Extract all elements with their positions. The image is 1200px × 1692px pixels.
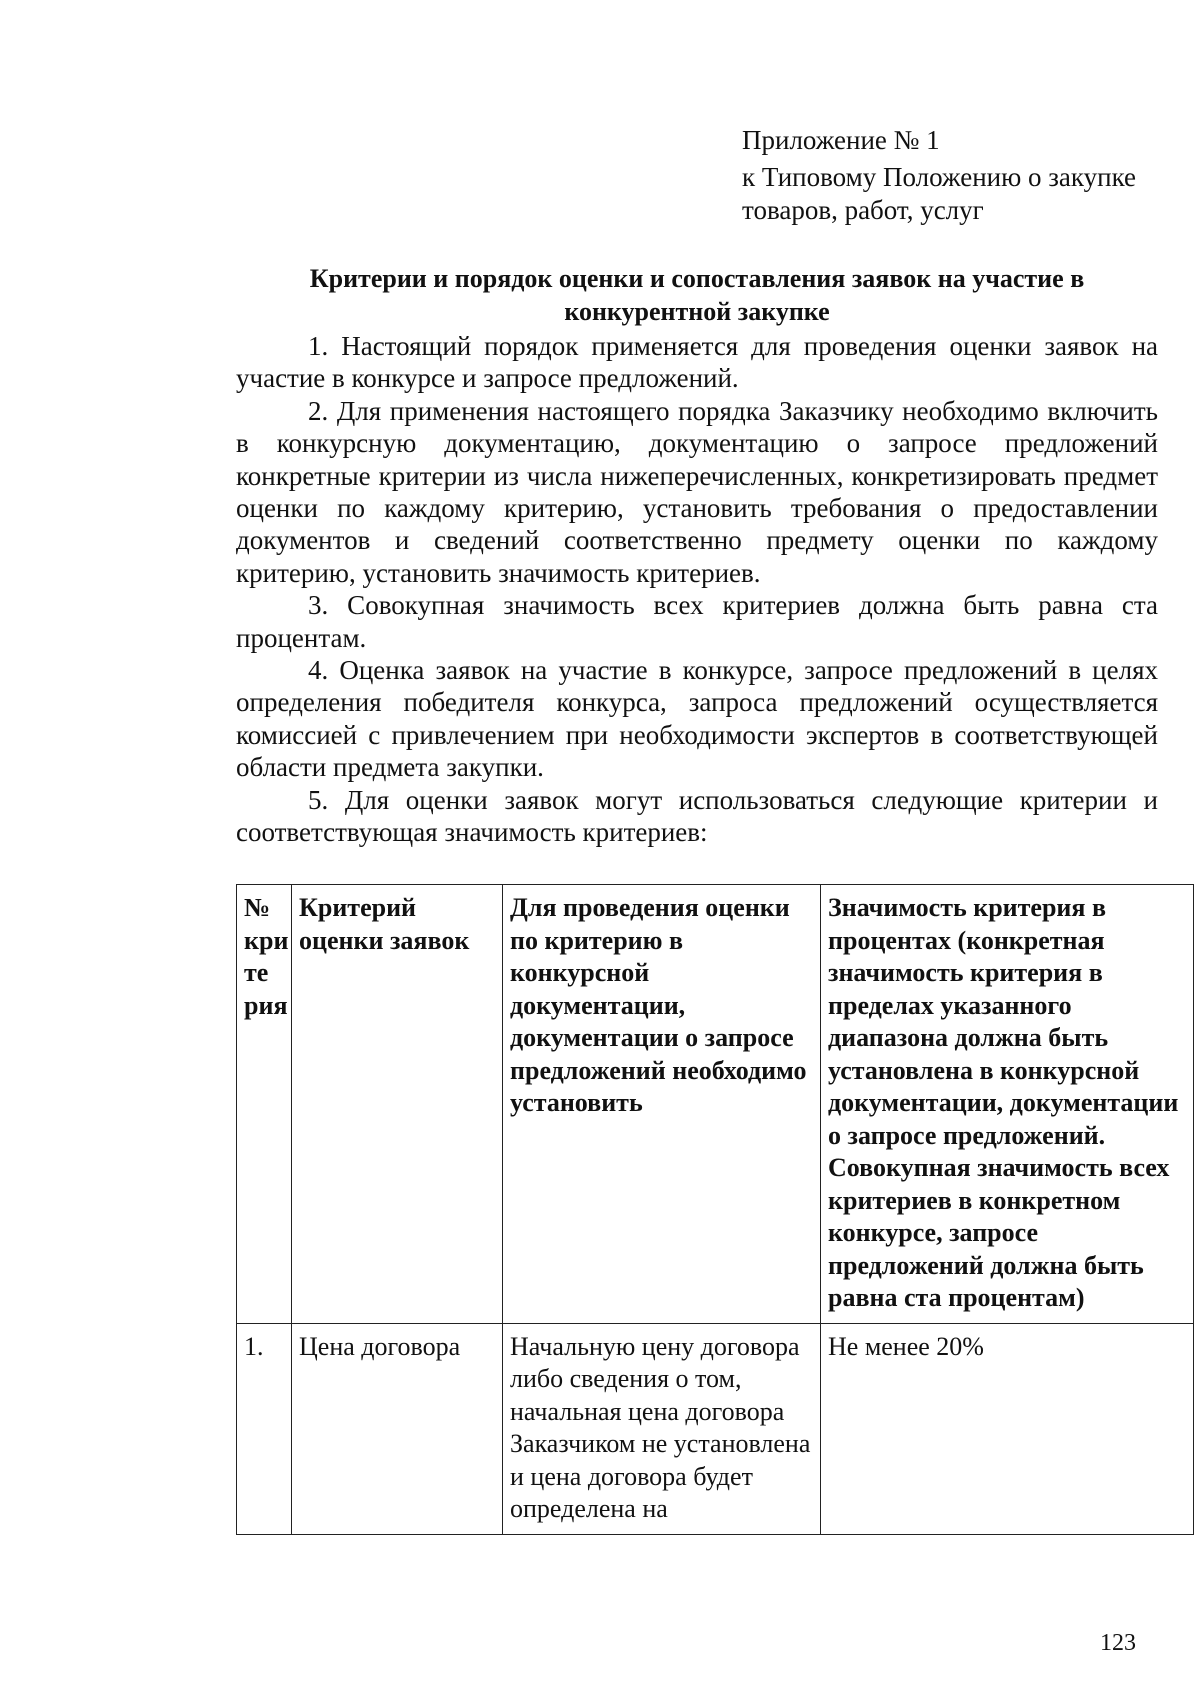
row-criterion: Цена договора bbox=[292, 1323, 503, 1534]
paragraph-4: 4. Оценка заявок на участие в конкурсе, запросе предложений в целях определения победителя конкурса, запроса предложений осуществляется комиссией с привлечением при необходимости экспертов в соответствующей области предмета закупки. bbox=[236, 655, 1158, 783]
row-number: 1. bbox=[237, 1323, 292, 1534]
header-setup: Для проведения оценки по критерию в конкурсной документации, документации о запросе предложений необходимо установить bbox=[503, 885, 821, 1324]
header-number-line: те bbox=[244, 958, 269, 987]
appendix-number: Приложение № 1 bbox=[742, 125, 940, 155]
header-number-line: № bbox=[244, 893, 271, 922]
header-number bbox=[237, 885, 292, 1324]
header-number-line: рия bbox=[244, 990, 288, 1020]
appendix-reference: к Типовому Положению о закупке товаров, работ, услуг bbox=[742, 162, 1137, 225]
table-header-row bbox=[237, 885, 1194, 1324]
row-setup: Начальную цену договора либо сведения о том, начальная цена договора Заказчиком не установлена и цена договора будет определена на bbox=[503, 1323, 821, 1534]
header-criterion: Критерий оценки заявок bbox=[292, 885, 503, 1324]
paragraph-5: 5. Для оценки заявок могут использоваться следующие критерии и соответствующая значимость критериев: bbox=[236, 784, 1158, 848]
header-number-line: кри bbox=[244, 925, 289, 955]
paragraph-2: 2. Для применения настоящего порядка Заказчику необходимо включить в конкурсную документацию, документацию о запросе предложений конкретные критерии из числа нижеперечисленных, конкретизировать предмет оценки по каждому критерию, установить требования о предоставлении документов и сведений соответственно предмету оценки по каждому критерию, установить значимость критериев. bbox=[236, 395, 1158, 588]
criteria-table bbox=[236, 884, 1194, 1535]
criteria-table-container bbox=[236, 884, 1194, 1535]
paragraph-1: 1. Настоящий порядок применяется для проведения оценки заявок на участие в конкурсе и запросе предложений. bbox=[236, 331, 1158, 394]
document-body bbox=[236, 330, 1158, 849]
table-row bbox=[237, 1323, 1194, 1534]
appendix-note bbox=[742, 124, 1162, 227]
row-weight: Не менее 20% bbox=[821, 1323, 1194, 1534]
document-title: Критерии и порядок оценки и сопоставления заявок на участие в конкурентной закупке bbox=[309, 264, 1085, 326]
paragraph-3: 3. Совокупная значимость всех критериев должна быть равна ста процентам. bbox=[236, 590, 1158, 653]
page-number: 123 bbox=[1100, 1630, 1136, 1656]
header-weight: Значимость критерия в процентах (конкретная значимость критерия в пределах указанного диапазона должна быть установлена в конкурсной документации, документации о запросе предложений. Совокупная значимость всех критериев в конкретном конкурсе, запросе предложений должна быть равна ста процентам) bbox=[821, 885, 1194, 1324]
